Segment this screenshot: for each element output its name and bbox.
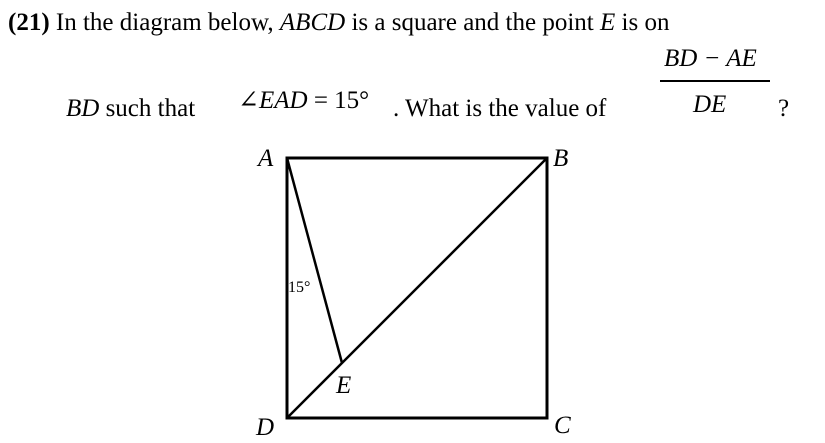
angle-symbol: ∠ [238,87,259,114]
label-b: B [553,145,569,172]
fraction-numerator: BD − AE [664,45,757,72]
angle-name: EAD [258,87,308,114]
label-c: C [554,412,571,439]
point-e-text: E [600,9,616,36]
question-text: . What is the value of [393,95,607,122]
segment-bd-text: BD [66,95,100,122]
such-that-text: such that [99,95,196,122]
angle-label-15: 15° [288,279,311,296]
fraction-denominator: DE [693,91,727,118]
question-mark: ? [778,95,790,122]
intro-text: In the diagram below, [49,9,280,36]
label-a: A [258,145,274,172]
segment-ae [287,158,342,363]
label-d: D [256,414,275,441]
end-text: is on [615,9,670,36]
diagonal-bd [287,158,547,418]
mid-text: is a square and the point [345,9,600,36]
label-e: E [336,372,352,399]
question-number: (21) [8,9,50,36]
angle-value: = 15° [307,87,370,114]
square-name: ABCD [279,9,346,36]
